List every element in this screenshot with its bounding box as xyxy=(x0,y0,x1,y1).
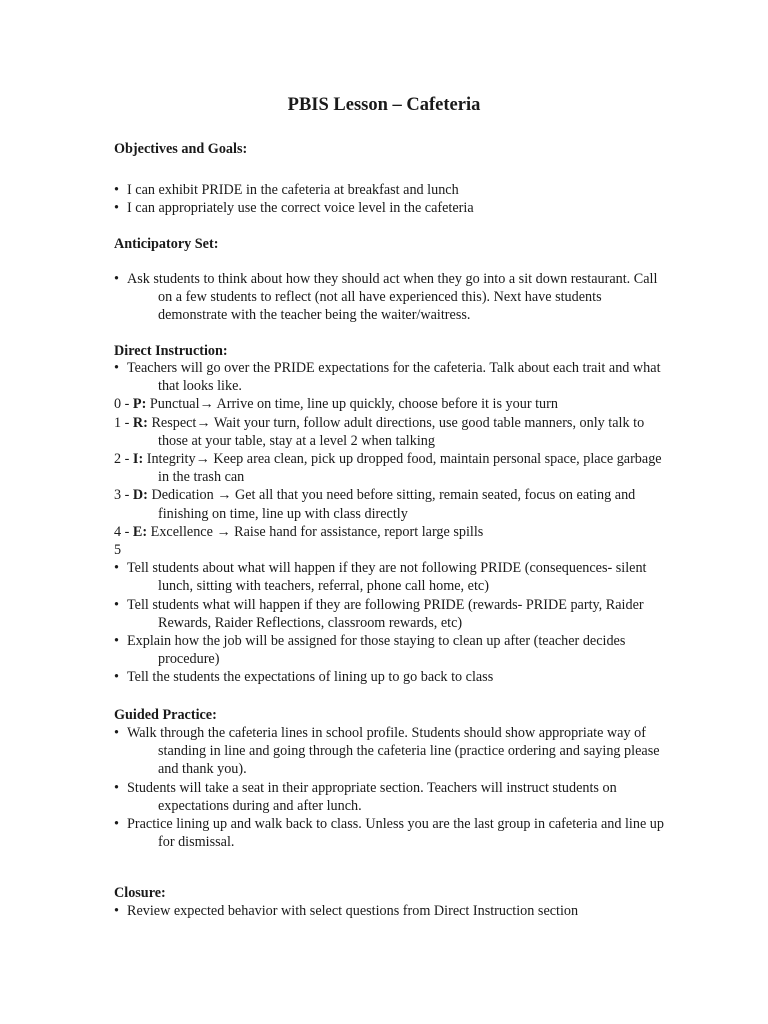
pride-item-punctual: 0 - P: Punctual→ Arrive on time, line up quickly, choose before it is your turn xyxy=(114,396,558,413)
direct-instruction-list xyxy=(114,359,674,687)
list-item: • Ask students to think about how they should act when they go into a sit down restaurant. Call on a few students to reflect (not all have experienced this). Next have students demonstrate with the teacher being the waiter/waitress. xyxy=(114,271,658,324)
guided-practice-heading: Guided Practice: xyxy=(114,707,217,723)
list-item: • Explain how the job will be assigned for those staying to clean up after (teacher decides procedure) xyxy=(114,633,626,668)
list-item: • Teachers will go over the PRIDE expectations for the cafeteria. Talk about each trait and what that looks like. xyxy=(114,360,661,395)
bullet-icon: • xyxy=(114,669,119,686)
anticipatory-list xyxy=(114,270,674,325)
bullet-icon: • xyxy=(114,560,119,577)
closure-list xyxy=(114,902,674,920)
list-item: • Tell students what will happen if they are following PRIDE (rewards- PRIDE party, Raider Rewards, Raider Reflections, classroom rewards, etc) xyxy=(114,596,644,631)
anticipatory-heading: Anticipatory Set: xyxy=(114,236,219,252)
objectives-heading: Objectives and Goals: xyxy=(114,141,248,157)
guided-practice-list xyxy=(114,724,674,851)
stray-number: 5 xyxy=(114,542,122,559)
arrow-right-icon: → xyxy=(217,487,232,504)
bullet-icon: • xyxy=(114,182,119,198)
list-item: • I can appropriately use the correct voice level in the cafeteria xyxy=(114,200,474,217)
bullet-icon: • xyxy=(114,271,119,287)
bullet-icon: • xyxy=(114,725,119,741)
pride-item-excellence: 4 - E: Excellence → Raise hand for assistance, report large spills xyxy=(114,523,484,540)
list-item: • Tell students about what will happen if they are not following PRIDE (consequences- silent lunch, sitting with teachers, referral, phone call home, etc) xyxy=(114,560,647,595)
objectives-list xyxy=(114,181,674,217)
arrow-right-icon: → xyxy=(199,396,214,413)
bullet-icon: • xyxy=(114,200,119,217)
closure-heading: Closure: xyxy=(114,885,166,901)
arrow-right-icon: → xyxy=(216,523,231,540)
arrow-right-icon: → xyxy=(195,451,210,468)
bullet-icon: • xyxy=(114,596,119,613)
list-item: • Practice lining up and walk back to class. Unless you are the last group in cafeteria and line up for dismissal. xyxy=(114,816,664,851)
bullet-icon: • xyxy=(114,903,119,919)
list-item: • Walk through the cafeteria lines in school profile. Students should show appropriate way of standing in line and going through the cafeteria line (practice ordering and saying please and thank you). xyxy=(114,725,660,778)
arrow-right-icon: → xyxy=(196,414,211,431)
list-item: • Students will take a seat in their appropriate section. Teachers will instruct students on expectations during and after lunch. xyxy=(114,779,617,814)
bullet-icon: • xyxy=(114,360,119,376)
pride-item-dedication: 3 - D: Dedication → Get all that you need before sitting, remain seated, focus on eating and finishing on time, line up with class directly xyxy=(114,487,636,522)
direct-instruction-heading: Direct Instruction: xyxy=(114,343,228,359)
pride-item-respect: 1 - R: Respect→ Wait your turn, follow adult directions, use good table manners, only talk to those at your table, stay at a level 2 when talking xyxy=(114,414,645,449)
pride-item-integrity: 2 - I: Integrity→ Keep area clean, pick up dropped food, maintain personal space, place garbage in the trash can xyxy=(114,451,662,486)
bullet-icon: • xyxy=(114,779,119,796)
list-item: • Tell the students the expectations of lining up to go back to class xyxy=(114,669,494,686)
list-item: • I can exhibit PRIDE in the cafeteria at breakfast and lunch xyxy=(114,182,459,198)
bullet-icon: • xyxy=(114,633,119,650)
document-title: PBIS Lesson – Cafeteria xyxy=(287,95,481,115)
bullet-icon: • xyxy=(114,816,119,833)
list-item: • Review expected behavior with select questions from Direct Instruction section xyxy=(114,903,579,919)
